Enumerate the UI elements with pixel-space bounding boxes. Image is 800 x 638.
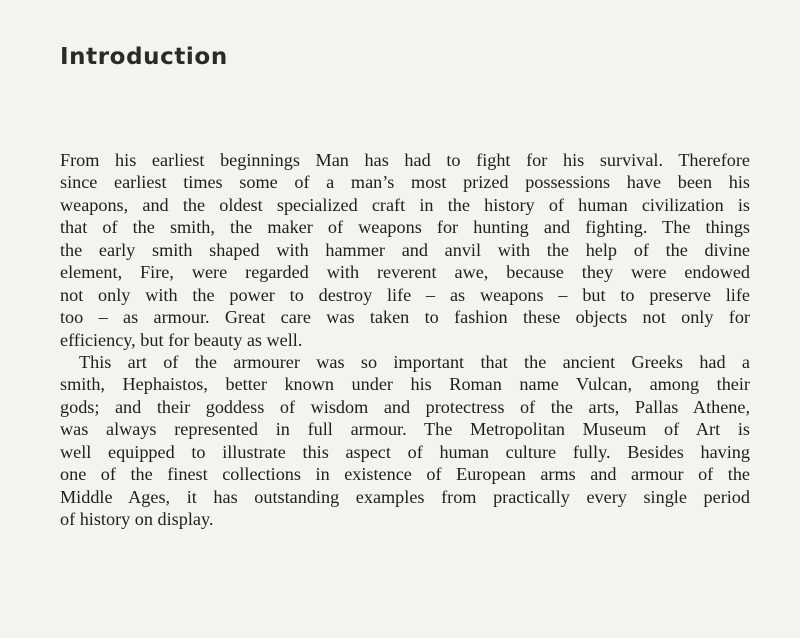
paragraph — [60, 351, 750, 531]
text-line: that of the smith, the maker of weapons for hunting and fighting. The things — [60, 217, 750, 238]
text-line: From his earliest beginnings Man has had to fight for his survival. Therefore — [60, 150, 750, 170]
text-line: since earliest times some of a man’s most prized possessions have been his — [60, 172, 750, 193]
text-line: weapons, and the oldest specialized craft in the history of human civilization is — [60, 194, 750, 215]
text-line: element, Fire, were regarded with reverent awe, because they were endowed — [60, 262, 750, 283]
text-line: This art of the armourer was so important that the ancient Greeks had a — [79, 351, 750, 372]
text-line: well equipped to illustrate this aspect of human culture fully. Besides having — [60, 441, 750, 462]
text-line: Middle Ages, it has outstanding examples from practically every single period — [60, 486, 750, 507]
text-line: the early smith shaped with hammer and anvil with the help of the divine — [60, 239, 750, 260]
text-line: too – as armour. Great care was taken to fashion these objects not only for — [60, 307, 750, 328]
text-line: smith, Hephaistos, better known under his Roman name Vulcan, among their — [60, 374, 750, 395]
text-line: was always represented in full armour. The Metropolitan Museum of Art is — [60, 419, 750, 440]
text-line: one of the finest collections in existence of European arms and armour of the — [60, 464, 750, 485]
body-text — [60, 149, 750, 530]
text-line: of history on display. — [60, 509, 214, 529]
text-line: not only with the power to destroy life – as weapons – but to preserve life — [60, 284, 750, 305]
page-heading: Introduction — [60, 44, 228, 70]
text-line: gods; and their goddess of wisdom and protectress of the arts, Pallas Athene, — [60, 396, 750, 417]
text-line: efficiency, but for beauty as well. — [60, 329, 303, 350]
paragraph — [60, 149, 750, 351]
